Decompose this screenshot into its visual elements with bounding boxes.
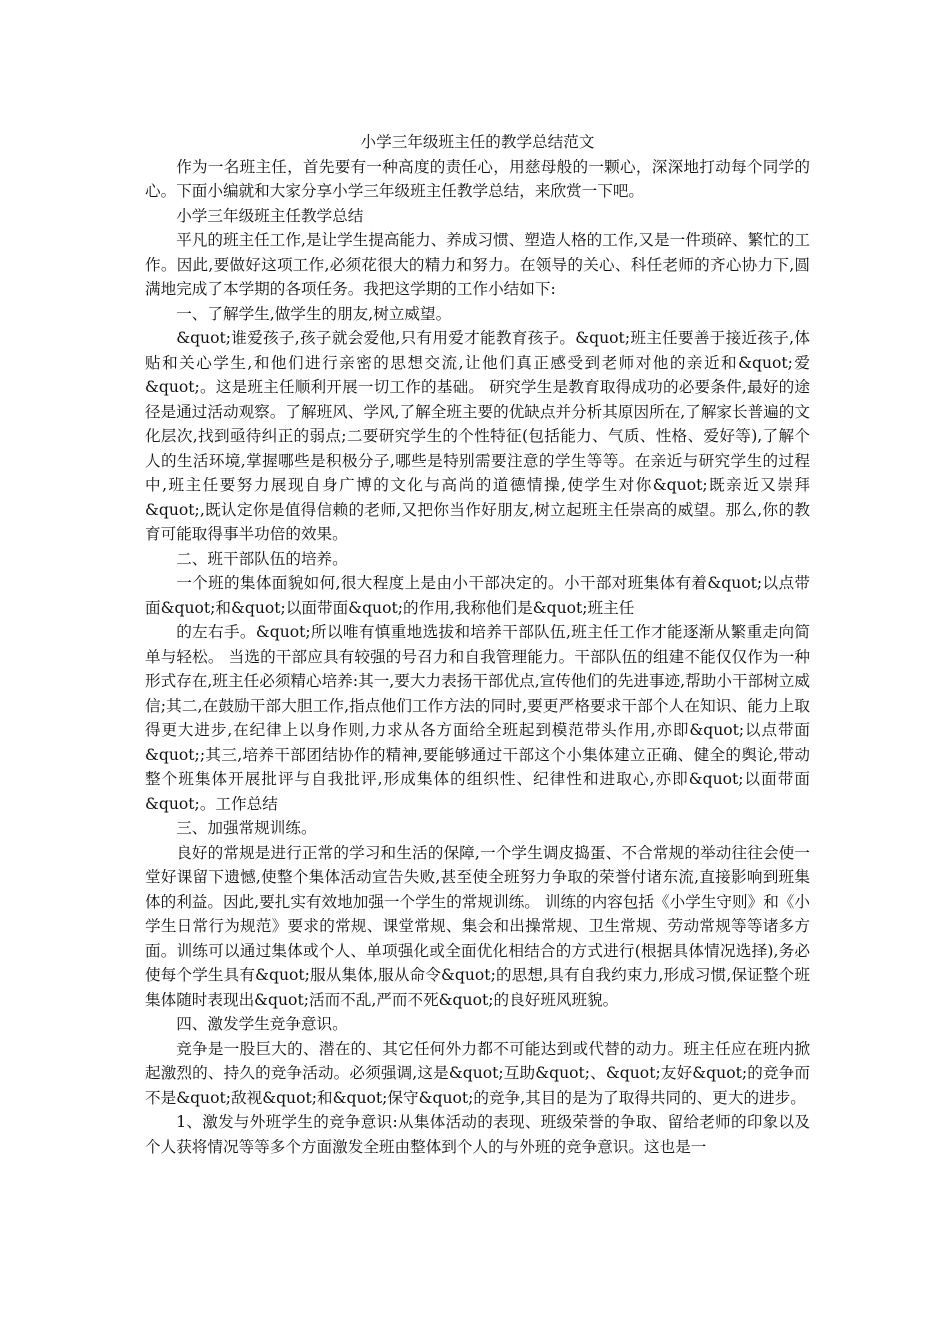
paragraph-4: 良好的常规是进行正常的学习和生活的保障,一个学生调皮捣蛋、不合常规的举动往往会使一堂好课留下遗憾,使整个集体活动宣告失败,甚至使全班努力争取的荣誉付诸东流,直接影响到班集体的利益。因此,要扎实有效地加强一个学生的常规训练。 训练的内容包括《小学生守则》和《小学生日常行为规范》要求的常规、课堂常规、集会和出操常规、卫生常规、劳动常规等等诸多方面。训练可以通过集体或个人、单项强化或全面优化相结合的方式进行(根据具体情况选择),务必使每个学生具有&quot;服从集体,服从命令&quot;的思想,具有自我约束力,形成习惯,保证整个班集体随时表现出&quot;活而不乱,严而不死&quot;的良好班风班貌。 [145,843,810,1009]
paragraph-3b: 的左右手。&quot;所以唯有慎重地选拔和培养干部队伍,班主任工作才能逐渐从繁重走向简单与轻松。 当选的干部应具有较强的号召力和自我管理能力。干部队伍的组建不能仅仅作为一种形式存在,班主任必须精心培养:其一,要大力表扬干部优点,宣传他们的先进事迹,帮助小干部树立威信;其二,在鼓励干部大胆工作,指点他们工作方法的同时,要更严格要求干部个人在知识、能力上取得更大进步,在纪律上以身作则,力求从各方面给全班起到模范带头作用,亦即&quot;以点带面&quot;;其三,培养干部团结协作的精神,要能够通过干部这个小集体建立正确、健全的舆论,带动整个班集体开展批评与自我批评,形成集体的组织性、纪律性和进取心,亦即&quot;以面带面&quot;。工作总结 [145,623,810,813]
paragraph-3a: 一个班的集体面貌如何,很大程度上是由小干部决定的。小干部对班集体有着&quot;以点带面&quot;和&quot;以面带面&quot;的作用,我称他们是&quot;班主任 [145,574,810,617]
heading-3: 三、加强常规训练。 [176,819,317,837]
paragraph-5: 竞争是一股巨大的、潜在的、其它任何外力都不可能达到或代替的动力。班主任应在班内掀起激烈的、持久的竞争活动。必须强调,这是&quot;互助&quot;、&quot;友好&quot;的竞争而不是&quot;敌视&quot;和&quot;保守&quot;的竞争,其目的是为了取得共同的、更大的进步。 [145,1039,810,1107]
heading-1: 一、了解学生,做学生的朋友,树立威望。 [176,304,452,323]
paragraph-2: &quot;谁爱孩子,孩子就会爱他,只有用爱才能教育孩子。&quot;班主任要善于接近孩子,体贴和关心学生,和他们进行亲密的思想交流,让他们真正感受到老师对他的亲近和&quot;爱&quot;。这是班主任顺利开展一切工作的基础。 研究学生是教育取得成功的必要条件,最好的途径是通过活动观察。了解班风、学风,了解全班主要的优缺点并分析其原因所在,了解家长普遍的文化层次,找到亟待纠正的弱点;二要研究学生的个性特征(包括能力、气质、性格、爱好等),了解个人的生活环境,掌握哪些是积极分子,哪些是特别需要注意的学生等等。在亲近与研究学生的过程中,班主任要努力展现自身广博的文化与高尚的道德情操,使学生对你&quot;既亲近又崇拜&quot;,既认定你是值得信赖的老师,又把你当作好朋友,树立起班主任崇高的威望。那么,你的教育可能取得事半功倍的效果。 [145,329,810,543]
document-body [145,130,810,1159]
heading-4: 四、激发学生竞争意识。 [176,1015,348,1033]
paragraph-1: 平凡的班主任工作,是让学生提高能力、养成习惯、塑造人格的工作,又是一件琐碎、繁忙的工作。因此,要做好这项工作,必须花很大的精力和努力。在领导的关心、科任老师的齐心协力下,圆满地完成了本学期的各项任务。我把这学期的工作小结如下: [145,231,810,298]
heading-2: 二、班干部队伍的培养。 [176,549,348,568]
section-subtitle: 小学三年级班主任教学总结 [176,206,364,225]
intro-paragraph: 作为一名班主任，首先要有一种高度的责任心，用慈母般的一颗心，深深地打动每个同学的心。下面小编就和大家分享小学三年级班主任教学总结，来欣赏一下吧。 [145,157,810,200]
document-title: 小学三年级班主任的教学总结范文 [360,133,595,151]
paragraph-6: 1、激发与外班学生的竞争意识:从集体活动的表现、班级荣誉的争取、留给老师的印象以及个人获将情况等等多个方面激发全班由整体到个人的与外班的竞争意识。这也是一 [145,1113,810,1156]
